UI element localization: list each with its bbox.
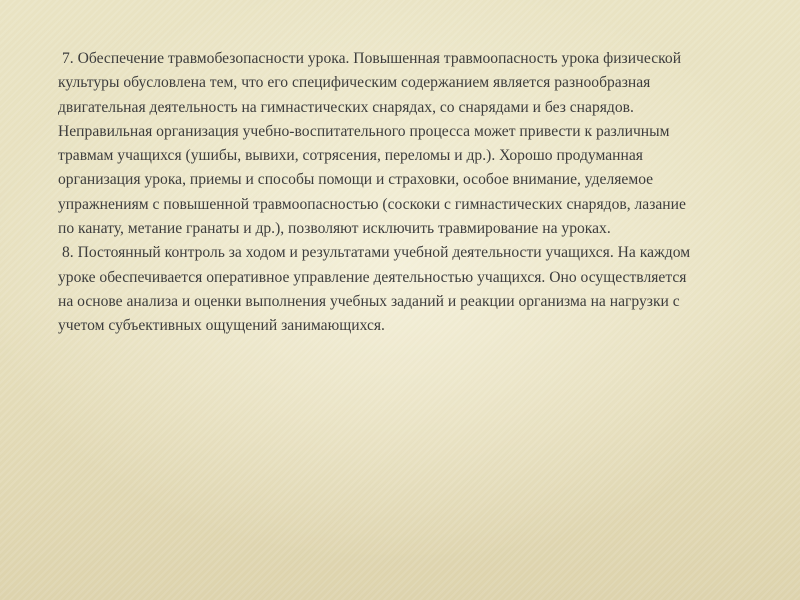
paragraph-7	[58, 47, 698, 241]
paragraph-7-text: 7. Обеспечение травмобезопасности урока. Повышенная травмоопасность урока физической культуры обусловлена тем, что его специфическим содержанием является разнообразная двигательная деятельность на гимнастических снарядах, со снарядами и без снарядов. Неправильная организация учебно-воспитательного процесса может привести к различным травмам учащихся (ушибы, вывихи, сотрясения, переломы и др.). Хорошо продуманная организация урока, приемы и способы помощи и страховки, особое внимание, уделяемое упражнениям с повышенной травмоопасностью (соскоки с гимнастических снарядов, лазание по канату, метание гранаты и др.), позволяют исключить травмирование на уроках.	[58, 50, 686, 238]
slide-body	[58, 47, 698, 339]
paragraph-8	[58, 241, 698, 338]
paragraph-8-text: 8. Постоянный контроль за ходом и результатами учебной деятельности учащихся. На каждом уроке обеспечивается оперативное управление деятельностью учащихся. Оно осуществляется на основе анализа и оценки выполнения учебных заданий и реакции организма на нагрузки с учетом субъективных ощущений занимающихся.	[58, 244, 691, 335]
